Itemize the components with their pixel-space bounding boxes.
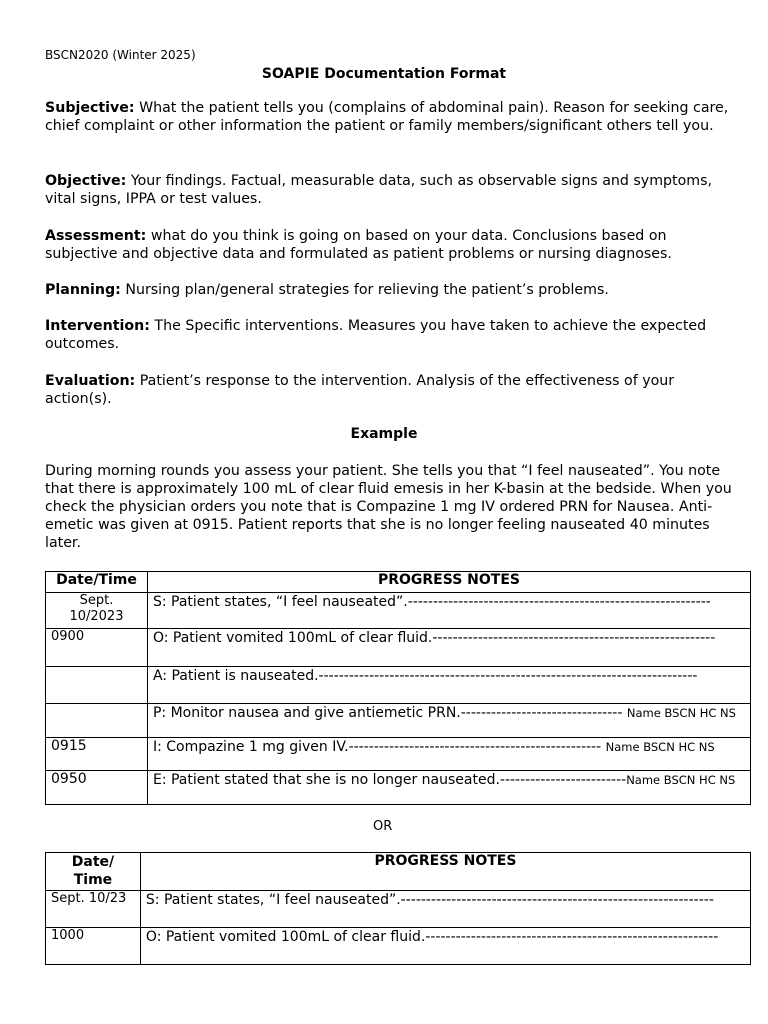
note-text: E: Patient stated that she is no longer nauseated.------------------------- <box>152 772 627 788</box>
note-cell <box>147 771 750 805</box>
table-row <box>46 891 751 928</box>
definition-text: Your findings. Factual, measurable data, such as observable signs and symptoms, vital signs, IPPA or test values. <box>45 173 712 207</box>
table-header-row <box>46 853 751 891</box>
column-header-date: Date/Time <box>46 572 148 593</box>
course-code: BSCN2020 (Winter 2025) <box>45 48 196 62</box>
table-row <box>46 771 751 805</box>
date-cell: 0915 <box>46 738 148 771</box>
definition-intervention <box>45 317 735 353</box>
example-scenario: During morning rounds you assess your patient. She tells you that “I feel nauseated”. You note that there is approximately 100 mL of clear fluid emesis in her K-basin at the bedside. When you check the physician orders you note that is Compazine 1 mg IV ordered PRN for Nausea. Anti-emetic was given at 0915. Patient reports that she is no longer feeling nauseated 40 minutes later. <box>45 463 732 551</box>
note-text: A: Patient is nauseated.--------------------------------------------------------------------------- <box>152 668 698 684</box>
note-cell <box>147 667 750 704</box>
note-cell <box>147 629 750 667</box>
table-row <box>46 667 751 704</box>
definition-term: Objective: <box>45 173 127 189</box>
note-cell: O: Patient vomited 100mL of clear fluid.---------------------------------------------------------- <box>140 928 750 965</box>
table-row <box>46 738 751 771</box>
signature: Name BSCN HC NS <box>605 740 715 754</box>
column-header-notes: PROGRESS NOTES <box>140 853 750 891</box>
definition-term: Evaluation: <box>45 373 136 389</box>
date-cell <box>46 704 148 738</box>
definition-term: Intervention: <box>45 318 150 334</box>
note-text: P: Monitor nausea and give antiemetic PRN.-------------------------------- <box>152 705 627 721</box>
table-row <box>46 704 751 738</box>
column-header-notes: PROGRESS NOTES <box>147 572 750 593</box>
note-text: I: Compazine 1 mg given IV.-------------------------------------------------- <box>152 739 606 755</box>
date-cell: Sept. 10/23 <box>46 891 141 928</box>
note-cell <box>147 704 750 738</box>
note-text: O: Patient vomited 100mL of clear fluid.-------------------------------------------------------- <box>152 630 716 646</box>
table-header-row <box>46 572 751 593</box>
definition-objective <box>45 172 735 208</box>
definition-term: Subjective: <box>45 100 135 116</box>
date-cell: 1000 <box>46 928 141 965</box>
signature: Name BSCN HC NS <box>626 706 736 720</box>
table-row <box>46 928 751 965</box>
definition-term: Planning: <box>45 282 121 298</box>
definition-text: what do you think is going on based on your data. Conclusions based on subjective and objective data and formulated as patient problems or nursing diagnoses. <box>45 228 672 262</box>
example-heading: Example <box>350 426 418 442</box>
signature: Name BSCN HC NS <box>626 773 736 787</box>
date-cell: 0950 <box>46 771 148 805</box>
definition-assessment <box>45 227 735 263</box>
date-cell <box>46 667 148 704</box>
document-title: SOAPIE Documentation Format <box>261 66 507 82</box>
note-text: S: Patient states, “I feel nauseated”.------------------------------------------------------------ <box>152 594 711 610</box>
date-cell: 0900 <box>46 629 148 667</box>
definition-evaluation <box>45 372 735 408</box>
definition-planning <box>45 281 735 299</box>
column-header-date: Date/ Time <box>46 853 141 891</box>
table-row <box>46 593 751 629</box>
progress-notes-table <box>45 571 751 805</box>
date-cell: Sept. 10/2023 <box>46 593 148 629</box>
note-cell <box>147 593 750 629</box>
definition-term: Assessment: <box>45 228 147 244</box>
or-separator: OR <box>373 819 393 834</box>
definition-text: Nursing plan/general strategies for relieving the patient’s problems. <box>120 282 609 298</box>
definition-subjective <box>45 99 735 135</box>
definition-text: Patient’s response to the intervention. Analysis of the effectiveness of your action(s). <box>45 373 675 407</box>
table-row <box>46 629 751 667</box>
note-cell: S: Patient states, “I feel nauseated”.-------------------------------------------------------------- <box>140 891 750 928</box>
note-cell <box>147 738 750 771</box>
definition-text: The Specific interventions. Measures you have taken to achieve the expected outcomes. <box>45 318 707 352</box>
progress-notes-table-alt <box>45 852 751 965</box>
definition-text: What the patient tells you (complains of abdominal pain). Reason for seeking care, chief complaint or other information the patient or family members/significant others tell you. <box>45 100 729 134</box>
